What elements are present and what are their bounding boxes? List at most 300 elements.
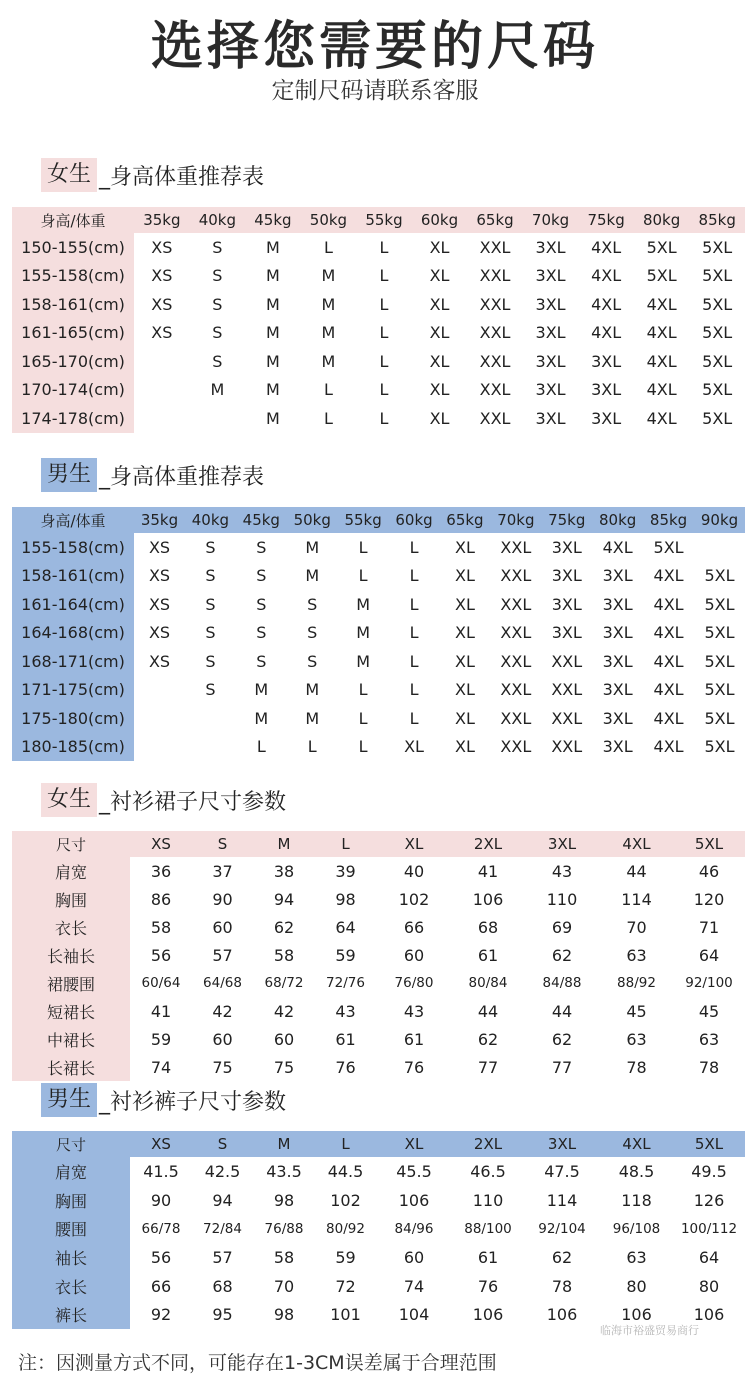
value-cell: 45.5 bbox=[396, 1161, 432, 1181]
value-cell: 64 bbox=[698, 1247, 720, 1267]
height-label: 161-164(cm) bbox=[12, 590, 134, 619]
value-cell: 56 bbox=[150, 945, 172, 965]
value-cell: 41 bbox=[477, 861, 499, 881]
size-cell: XXL bbox=[500, 708, 532, 728]
size-cell: 3XL bbox=[591, 380, 622, 400]
height-label: 161-165(cm) bbox=[12, 319, 134, 348]
value-cell: 68 bbox=[212, 1276, 233, 1296]
table-row bbox=[12, 1186, 745, 1215]
weight-header: 70kg bbox=[497, 511, 535, 529]
size-cell: S bbox=[212, 323, 223, 343]
size-cell: S bbox=[256, 566, 267, 586]
value-cell: 45 bbox=[698, 1001, 720, 1021]
size-header: 2XL bbox=[473, 835, 503, 853]
value-cell: 60 bbox=[403, 1247, 425, 1267]
size-cell: 3XL bbox=[551, 623, 582, 643]
size-cell: XXL bbox=[551, 708, 583, 728]
size-cell: XXL bbox=[500, 537, 532, 557]
value-cell: 60 bbox=[212, 917, 233, 937]
table-row bbox=[12, 619, 745, 648]
size-cell: XL bbox=[429, 408, 450, 428]
size-cell: L bbox=[409, 566, 419, 586]
value-cell: 78 bbox=[626, 1057, 647, 1077]
size-cell: XXL bbox=[479, 266, 511, 286]
height-label: 175-180(cm) bbox=[12, 704, 134, 733]
value-cell: 44 bbox=[477, 1001, 499, 1021]
value-cell: 57 bbox=[212, 945, 233, 965]
size-cell: 4XL bbox=[646, 380, 677, 400]
size-cell: L bbox=[323, 408, 333, 428]
value-cell: 63 bbox=[626, 1029, 647, 1049]
value-cell: 120 bbox=[693, 889, 725, 909]
size-cell: 5XL bbox=[704, 708, 735, 728]
table-row bbox=[12, 857, 745, 885]
size-cell: M bbox=[305, 680, 320, 700]
men-spec-section-title bbox=[41, 1083, 286, 1117]
size-cell: XXL bbox=[479, 237, 511, 257]
value-cell: 61 bbox=[477, 1247, 499, 1267]
value-cell: 64 bbox=[335, 917, 356, 937]
size-cell bbox=[185, 733, 236, 762]
women-recommendation-table bbox=[12, 207, 745, 433]
size-cell bbox=[134, 376, 190, 405]
size-cell: XS bbox=[148, 537, 171, 557]
size-cell: 5XL bbox=[704, 623, 735, 643]
value-cell: 62 bbox=[551, 945, 573, 965]
size-cell: XXL bbox=[479, 351, 511, 371]
size-cell: M bbox=[266, 380, 280, 400]
table-row bbox=[12, 347, 745, 376]
size-cell: 5XL bbox=[702, 408, 733, 428]
size-header: 5XL bbox=[694, 835, 724, 853]
table-row bbox=[12, 262, 745, 291]
value-cell: 66/78 bbox=[141, 1220, 181, 1237]
size-cell: XL bbox=[455, 651, 475, 671]
value-cell: 49.5 bbox=[691, 1161, 727, 1181]
size-cell: L bbox=[409, 594, 419, 614]
size-header: XL bbox=[404, 835, 424, 853]
value-cell: 41.5 bbox=[143, 1161, 179, 1181]
table-row bbox=[12, 233, 745, 262]
value-cell: 80/92 bbox=[326, 1220, 365, 1237]
size-cell: L bbox=[379, 266, 389, 286]
value-cell: 102 bbox=[398, 889, 430, 909]
size-cell: 3XL bbox=[551, 566, 582, 586]
watermark: 临海市裕盛贸易商行 bbox=[600, 1324, 699, 1337]
size-cell: L bbox=[379, 408, 389, 428]
value-cell: 92/100 bbox=[685, 975, 733, 991]
value-cell: 68/72 bbox=[264, 975, 304, 991]
header-row bbox=[12, 1131, 745, 1157]
value-cell: 68 bbox=[477, 917, 499, 937]
size-cell: M bbox=[321, 294, 336, 314]
size-cell: XL bbox=[404, 737, 424, 757]
value-cell: 64/68 bbox=[203, 975, 242, 991]
size-cell: S bbox=[212, 266, 223, 286]
size-cell: L bbox=[256, 737, 266, 757]
value-cell: 69 bbox=[551, 917, 573, 937]
height-label: 174-178(cm) bbox=[12, 404, 134, 433]
weight-header: 85kg bbox=[649, 511, 688, 529]
size-cell: 3XL bbox=[591, 351, 622, 371]
value-cell: 43 bbox=[551, 861, 573, 881]
size-cell: 3XL bbox=[535, 266, 566, 286]
weight-header: 45kg bbox=[254, 211, 292, 229]
size-header: M bbox=[277, 835, 291, 853]
size-cell: L bbox=[409, 680, 419, 700]
size-cell: L bbox=[358, 566, 368, 586]
value-cell: 72/84 bbox=[203, 1220, 242, 1237]
value-cell: 44.5 bbox=[327, 1161, 364, 1181]
size-cell: M bbox=[266, 294, 280, 314]
size-cell: 3XL bbox=[551, 594, 582, 614]
size-cell bbox=[185, 704, 236, 733]
value-cell: 101 bbox=[330, 1305, 361, 1325]
size-header: XS bbox=[151, 835, 171, 853]
women-rec-tag: 女生 bbox=[41, 158, 97, 192]
size-cell: 4XL bbox=[602, 537, 633, 557]
size-cell: 5XL bbox=[646, 266, 677, 286]
size-cell: M bbox=[266, 351, 280, 371]
size-cell: XL bbox=[429, 323, 450, 343]
weight-header: 80kg bbox=[642, 211, 681, 229]
size-cell: L bbox=[358, 680, 368, 700]
value-cell: 95 bbox=[212, 1305, 233, 1325]
value-cell: 46.5 bbox=[470, 1161, 506, 1181]
value-cell: 78 bbox=[551, 1276, 573, 1296]
weight-header: 40kg bbox=[191, 511, 230, 529]
size-header: XS bbox=[151, 1135, 171, 1153]
value-cell: 90 bbox=[212, 889, 233, 909]
height-label: 168-171(cm) bbox=[12, 647, 134, 676]
value-cell: 88/92 bbox=[617, 975, 656, 991]
header-row bbox=[12, 831, 745, 857]
size-cell: S bbox=[212, 237, 223, 257]
table-row bbox=[12, 1157, 745, 1186]
size-cell: 4XL bbox=[653, 594, 684, 614]
height-label: 150-155(cm) bbox=[12, 233, 134, 262]
size-cell: 3XL bbox=[551, 537, 582, 557]
value-cell: 106 bbox=[621, 1305, 652, 1325]
value-cell: 60 bbox=[273, 1029, 295, 1049]
size-cell: 4XL bbox=[653, 566, 684, 586]
weight-header: 50kg bbox=[293, 511, 331, 529]
size-cell: 3XL bbox=[535, 351, 566, 371]
measure-label: 腰围 bbox=[12, 1214, 130, 1243]
size-cell: M bbox=[305, 566, 320, 586]
value-cell: 56 bbox=[150, 1247, 172, 1267]
header-row bbox=[12, 507, 745, 533]
size-cell: M bbox=[254, 680, 269, 700]
value-cell: 58 bbox=[273, 945, 295, 965]
table-row bbox=[12, 1243, 745, 1272]
size-cell: 4XL bbox=[591, 294, 622, 314]
size-cell: M bbox=[321, 351, 336, 371]
measure-label: 裙腰围 bbox=[12, 969, 130, 997]
value-cell: 44 bbox=[626, 861, 647, 881]
table-row bbox=[12, 562, 745, 591]
value-cell: 62 bbox=[273, 917, 295, 937]
value-cell: 57 bbox=[212, 1247, 233, 1267]
value-cell: 71 bbox=[698, 917, 720, 937]
height-label: 158-161(cm) bbox=[12, 562, 134, 591]
size-cell: XL bbox=[429, 351, 450, 371]
table-row bbox=[12, 704, 745, 733]
measure-label: 长裙长 bbox=[12, 1053, 130, 1081]
value-cell: 41 bbox=[150, 1001, 172, 1021]
size-cell: S bbox=[307, 651, 318, 671]
measure-label: 短裙长 bbox=[12, 997, 130, 1025]
size-cell: M bbox=[210, 380, 225, 400]
size-cell: XXL bbox=[500, 737, 532, 757]
size-cell: 3XL bbox=[602, 651, 633, 671]
table-row bbox=[12, 913, 745, 941]
size-cell: L bbox=[323, 380, 333, 400]
size-cell: L bbox=[409, 623, 419, 643]
table-row bbox=[12, 1272, 745, 1301]
size-cell: XS bbox=[151, 266, 173, 286]
value-cell: 77 bbox=[477, 1057, 499, 1077]
size-cell: L bbox=[409, 708, 419, 728]
size-cell: 5XL bbox=[704, 566, 735, 586]
value-cell: 76 bbox=[335, 1057, 356, 1077]
size-cell bbox=[134, 347, 190, 376]
value-cell: 59 bbox=[335, 945, 356, 965]
value-cell: 84/96 bbox=[394, 1220, 434, 1237]
size-cell bbox=[134, 676, 185, 705]
value-cell: 44 bbox=[551, 1001, 573, 1021]
size-header: L bbox=[341, 835, 350, 853]
value-cell: 80 bbox=[698, 1276, 720, 1296]
weight-header: 55kg bbox=[365, 211, 403, 229]
men-rec-tag: 男生 bbox=[41, 458, 97, 492]
size-cell: 3XL bbox=[535, 237, 566, 257]
size-cell: 4XL bbox=[653, 708, 684, 728]
size-cell: S bbox=[212, 294, 223, 314]
value-cell: 40 bbox=[403, 861, 425, 881]
size-cell: XL bbox=[455, 566, 475, 586]
weight-header: 50kg bbox=[309, 211, 348, 229]
weight-header: 65kg bbox=[476, 211, 514, 229]
weight-header: 40kg bbox=[198, 211, 237, 229]
size-cell: S bbox=[256, 537, 267, 557]
size-cell: S bbox=[212, 351, 223, 371]
size-cell: XXL bbox=[500, 594, 532, 614]
size-cell bbox=[134, 733, 185, 762]
size-cell bbox=[134, 704, 185, 733]
weight-header: 45kg bbox=[242, 511, 280, 529]
size-header: S bbox=[217, 1135, 228, 1153]
size-cell: XS bbox=[148, 566, 171, 586]
corner-label: 身高/体重 bbox=[40, 211, 106, 230]
size-cell: XS bbox=[148, 651, 171, 671]
footer-note: 注：因测量方式不同，可能存在1-3CM误差属于合理范围 bbox=[18, 1352, 497, 1374]
subtitle: 定制尺码请联系客服 bbox=[271, 78, 479, 104]
size-cell: XS bbox=[148, 623, 171, 643]
value-cell: 43 bbox=[403, 1001, 425, 1021]
value-cell: 43.5 bbox=[266, 1161, 302, 1181]
size-cell: XL bbox=[429, 237, 450, 257]
value-cell: 92/104 bbox=[538, 1220, 586, 1237]
size-cell: M bbox=[356, 594, 371, 614]
measure-label: 长袖长 bbox=[12, 941, 130, 969]
size-cell: 3XL bbox=[602, 623, 633, 643]
size-cell: XS bbox=[148, 594, 171, 614]
size-cell: 5XL bbox=[704, 680, 735, 700]
size-cell: S bbox=[256, 594, 267, 614]
value-cell: 126 bbox=[693, 1190, 725, 1210]
size-cell: XS bbox=[151, 323, 173, 343]
size-cell: 3XL bbox=[591, 408, 622, 428]
size-cell: L bbox=[379, 294, 389, 314]
value-cell: 98 bbox=[273, 1305, 295, 1325]
men-rec-title: _身高体重推荐表 bbox=[99, 464, 265, 490]
size-cell: M bbox=[305, 537, 320, 557]
value-cell: 76/80 bbox=[394, 975, 434, 991]
value-cell: 62 bbox=[477, 1029, 499, 1049]
height-label: 170-174(cm) bbox=[12, 376, 134, 405]
size-cell: 3XL bbox=[535, 294, 566, 314]
size-cell: 3XL bbox=[602, 680, 633, 700]
table-row bbox=[12, 1053, 745, 1081]
size-cell bbox=[190, 404, 246, 433]
size-cell bbox=[134, 404, 190, 433]
size-header: 3XL bbox=[547, 1135, 577, 1153]
size-cell: XXL bbox=[479, 294, 511, 314]
women-spec-table bbox=[12, 831, 745, 1081]
size-cell: XXL bbox=[479, 408, 511, 428]
size-cell: S bbox=[256, 623, 267, 643]
value-cell: 61 bbox=[477, 945, 499, 965]
size-cell: XL bbox=[429, 294, 450, 314]
weight-header: 90kg bbox=[700, 511, 739, 529]
value-cell: 60 bbox=[212, 1029, 233, 1049]
value-cell: 114 bbox=[621, 889, 652, 909]
size-cell: M bbox=[321, 266, 336, 286]
weight-header: 75kg bbox=[548, 511, 586, 529]
size-header: 3XL bbox=[547, 835, 577, 853]
size-cell: 4XL bbox=[653, 737, 684, 757]
size-cell: XL bbox=[455, 737, 475, 757]
size-cell: L bbox=[358, 537, 368, 557]
value-cell: 66 bbox=[403, 917, 425, 937]
table-row bbox=[12, 1214, 745, 1243]
size-cell: M bbox=[356, 623, 371, 643]
weight-header: 80kg bbox=[599, 511, 637, 529]
value-cell: 84/88 bbox=[542, 975, 582, 991]
value-cell: 72/76 bbox=[326, 975, 365, 991]
value-cell: 64 bbox=[698, 945, 720, 965]
size-cell: S bbox=[307, 623, 318, 643]
size-cell: S bbox=[205, 623, 216, 643]
measure-label: 衣长 bbox=[12, 1272, 130, 1301]
size-cell: 4XL bbox=[591, 323, 622, 343]
size-header: S bbox=[217, 835, 228, 853]
value-cell: 63 bbox=[698, 1029, 720, 1049]
size-cell: L bbox=[379, 323, 389, 343]
size-cell: M bbox=[321, 323, 336, 343]
value-cell: 78 bbox=[698, 1057, 720, 1077]
size-cell: L bbox=[379, 351, 389, 371]
size-cell: XL bbox=[455, 708, 475, 728]
size-cell: S bbox=[205, 594, 216, 614]
value-cell: 62 bbox=[551, 1029, 573, 1049]
value-cell: 59 bbox=[150, 1029, 172, 1049]
size-cell: L bbox=[379, 237, 389, 257]
value-cell: 74 bbox=[403, 1276, 425, 1296]
weight-header: 35kg bbox=[140, 511, 179, 529]
value-cell: 106 bbox=[398, 1190, 430, 1210]
size-cell: 3XL bbox=[602, 566, 633, 586]
value-cell: 76 bbox=[477, 1276, 499, 1296]
size-cell: 5XL bbox=[704, 651, 735, 671]
measure-label: 衣长 bbox=[12, 913, 130, 941]
size-header: M bbox=[277, 1135, 291, 1153]
size-cell: M bbox=[266, 266, 280, 286]
height-label: 158-161(cm) bbox=[12, 290, 134, 319]
table-row bbox=[12, 319, 745, 348]
women-spec-tag: 女生 bbox=[41, 783, 97, 817]
size-cell: XL bbox=[455, 594, 475, 614]
size-cell: L bbox=[307, 737, 317, 757]
value-cell: 90 bbox=[150, 1190, 172, 1210]
size-cell: 5XL bbox=[702, 266, 733, 286]
size-cell: 3XL bbox=[535, 323, 566, 343]
men-rec-section-title bbox=[41, 458, 264, 492]
value-cell: 110 bbox=[546, 889, 578, 909]
weight-header: 60kg bbox=[420, 211, 459, 229]
size-cell: XXL bbox=[500, 651, 532, 671]
value-cell: 102 bbox=[330, 1190, 361, 1210]
corner-label: 身高/体重 bbox=[40, 511, 106, 530]
size-cell: 3XL bbox=[535, 408, 566, 428]
table-row bbox=[12, 1025, 745, 1053]
table-row bbox=[12, 533, 745, 562]
value-cell: 61 bbox=[335, 1029, 356, 1049]
size-cell: 5XL bbox=[702, 351, 733, 371]
value-cell: 98 bbox=[335, 889, 356, 909]
value-cell: 46 bbox=[698, 861, 720, 881]
size-cell: 5XL bbox=[702, 323, 733, 343]
value-cell: 70 bbox=[273, 1276, 295, 1296]
value-cell: 76/88 bbox=[264, 1220, 304, 1237]
value-cell: 118 bbox=[621, 1190, 652, 1210]
height-label: 155-158(cm) bbox=[12, 533, 134, 562]
size-cell: L bbox=[409, 537, 419, 557]
weight-header: 35kg bbox=[143, 211, 181, 229]
women-spec-title: _衬衫裙子尺寸参数 bbox=[99, 789, 287, 815]
size-cell: 4XL bbox=[591, 237, 622, 257]
size-cell: 3XL bbox=[602, 708, 633, 728]
size-cell: 4XL bbox=[653, 680, 684, 700]
value-cell: 86 bbox=[150, 889, 172, 909]
size-cell: 5XL bbox=[653, 537, 684, 557]
value-cell: 70 bbox=[626, 917, 647, 937]
size-cell: 5XL bbox=[704, 594, 735, 614]
size-cell: XXL bbox=[479, 323, 511, 343]
table-row bbox=[12, 885, 745, 913]
value-cell: 59 bbox=[335, 1247, 356, 1267]
table-row bbox=[12, 733, 745, 762]
size-cell: S bbox=[205, 566, 216, 586]
measure-label: 中裙长 bbox=[12, 1025, 130, 1053]
size-cell: XL bbox=[455, 680, 475, 700]
value-cell: 66 bbox=[150, 1276, 172, 1296]
measure-label: 肩宽 bbox=[12, 1157, 130, 1186]
value-cell: 36 bbox=[150, 861, 172, 881]
size-cell: 4XL bbox=[646, 351, 677, 371]
size-cell: 4XL bbox=[653, 623, 684, 643]
